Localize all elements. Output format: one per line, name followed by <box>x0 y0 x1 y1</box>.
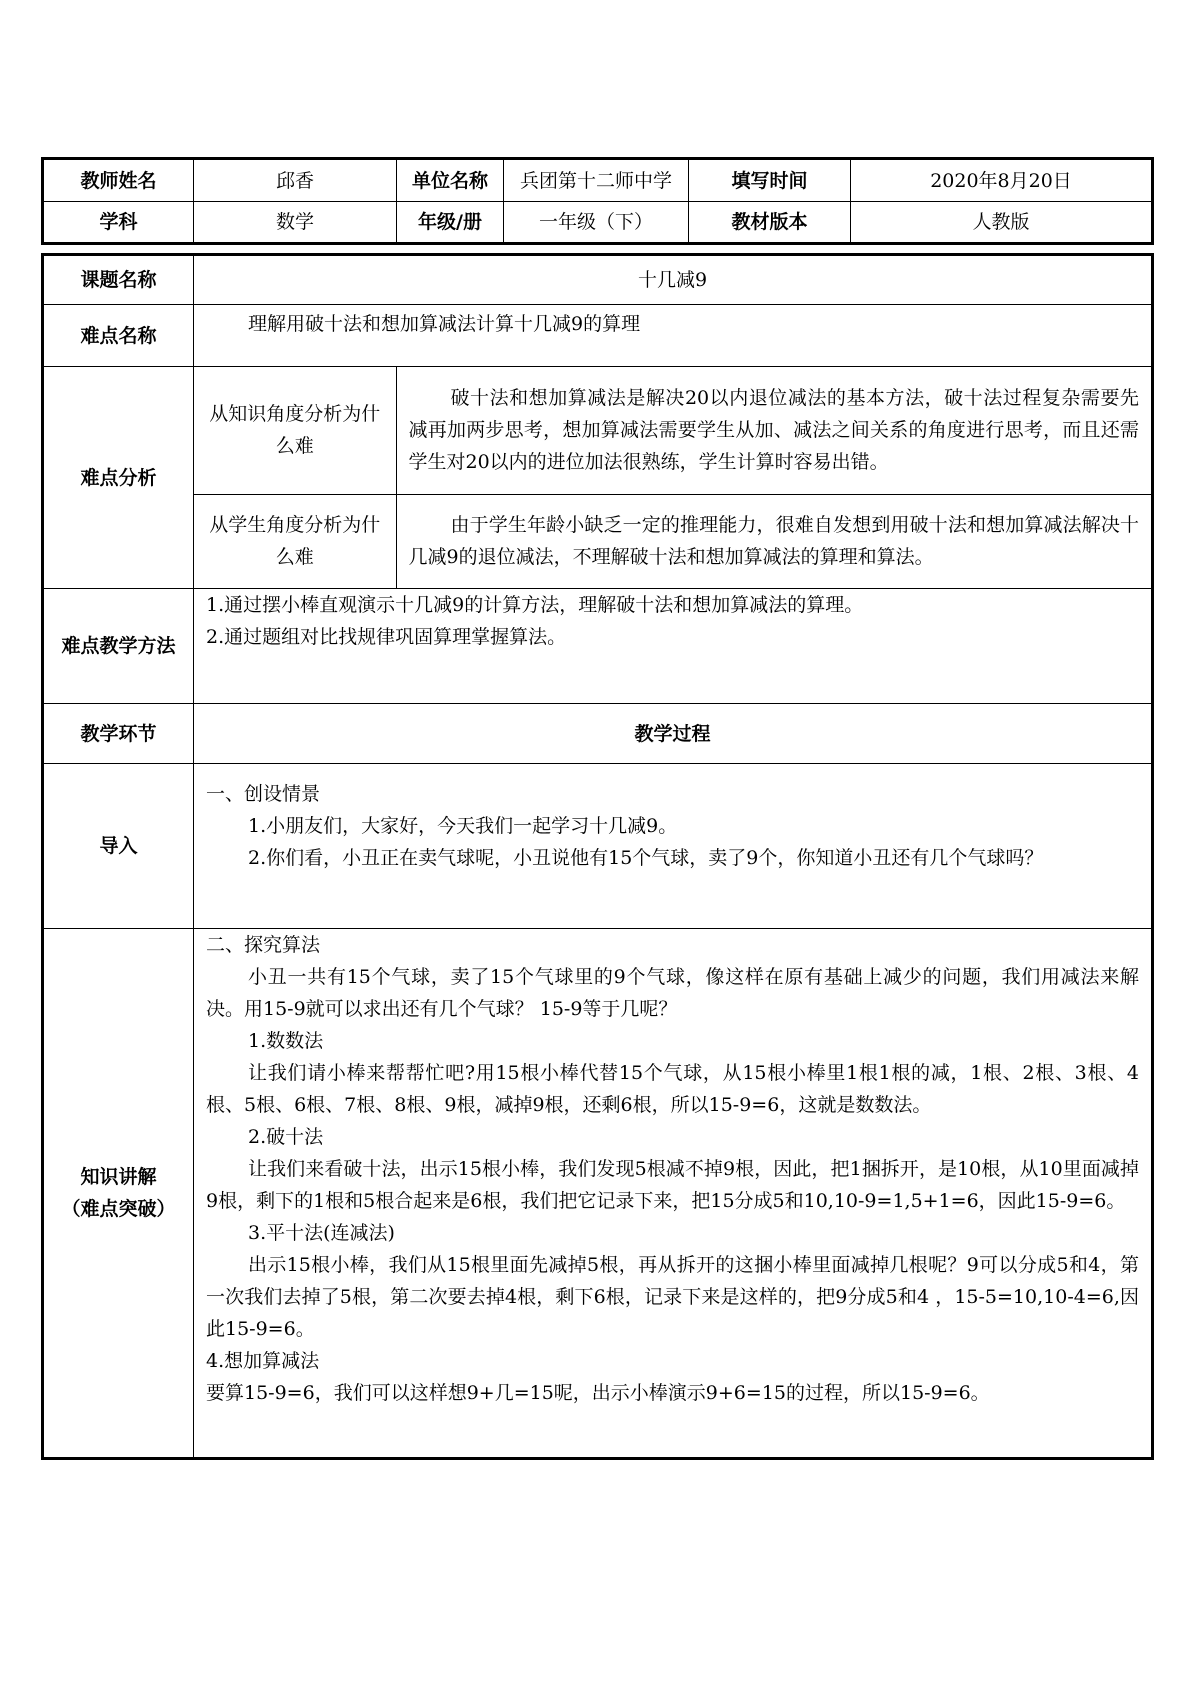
student-angle-label: 从学生角度分析为什么难 <box>194 494 396 588</box>
method-line-2: 2.通过题组对比找规律巩固算理掌握算法。 <box>206 626 567 648</box>
knowledge-angle-text: 破十法和想加算减法是解决20以内退位减法的基本方法，破十法过程复杂需要先减再加两步思考，想加算减法需要学生从加、减法之间关系的角度进行思考，而且还需学生对20以内的进位加法很熟练，学生计算时容易出错。 <box>408 387 1139 474</box>
lesson-plan-table <box>41 157 1154 1460</box>
grade-value: 一年级（下） <box>504 202 689 244</box>
subject-value: 数学 <box>194 202 397 244</box>
intro-label: 导入 <box>43 764 194 929</box>
student-angle-text: 由于学生年龄小缺乏一定的推理能力，很难自发想到用破十法和想加算减法解决十几减9的退位减法，不理解破十法和想加算减法的算理和算法。 <box>408 514 1139 569</box>
knowledge-paragraph-1: 小丑一共有15个气球，卖了15个气球里的9个气球，像这样在原有基础上减少的问题，我们用减法来解决。用15-9就可以求出还有几个气球？ 15-9等于几呢？ <box>206 966 1139 1020</box>
intro-title: 一、创设情景 <box>206 783 321 805</box>
lesson-plan-sheet <box>41 157 1151 1460</box>
teacher-name: 邱香 <box>194 159 397 202</box>
analysis-subtable <box>194 367 1151 588</box>
intro-paragraph-1: 1.小朋友们，大家好，今天我们一起学习十几减9。 <box>248 815 678 837</box>
knowledge-label <box>43 929 194 1459</box>
process-header: 教学过程 <box>194 704 1153 764</box>
analysis-label: 难点分析 <box>43 367 194 589</box>
unit-label: 单位名称 <box>397 159 504 202</box>
stage-header: 教学环节 <box>43 704 194 764</box>
knowledge-paragraph-2: 让我们请小棒来帮帮忙吧?用15根小棒代替15个气球，从15根小棒里1根1根的减，1根、2根、3根、4根、5根、6根、7根、8根、9根，减掉9根，还剩6根，所以15-9=6，这就是数数法。 <box>206 1062 1139 1116</box>
knowledge-label-line-2: （难点突破） <box>61 1198 176 1220</box>
grade-label: 年级/册 <box>397 202 504 244</box>
method-line-1: 1.通过摆小棒直观演示十几减9的计算方法，理解破十法和想加算减法的算理。 <box>206 594 864 616</box>
intro-paragraph-2: 2.你们看，小丑正在卖气球呢，小丑说他有15个气球，卖了9个，你知道小丑还有几个气球吗？ <box>248 847 1044 869</box>
date-label: 填写时间 <box>689 159 851 202</box>
knowledge-title: 二、探究算法 <box>206 934 321 956</box>
knowledge-paragraph-4: 出示15根小棒，我们从15根里面先减掉5根，再从拆开的这捆小棒里面减掉几根呢？9可以分成5和4，第一次我们去掉了5根，第二次要去掉4根，剩下6根，记录下来是这样的，把9分成5和4 ，15-5=10,10-4=6,因此15-9=6。 <box>206 1254 1139 1340</box>
unit-name: 兵团第十二师中学 <box>504 159 689 202</box>
difficulty-label: 难点名称 <box>43 305 194 367</box>
subject-label: 学科 <box>43 202 194 244</box>
method-label: 难点教学方法 <box>43 589 194 704</box>
knowledge-heading-2: 2.破十法 <box>248 1126 324 1148</box>
edition-label: 教材版本 <box>689 202 851 244</box>
topic-value: 十几减9 <box>194 255 1153 305</box>
topic-label: 课题名称 <box>43 255 194 305</box>
knowledge-heading-4: 4.想加算减法 <box>206 1350 320 1372</box>
knowledge-heading-1: 1.数数法 <box>248 1030 324 1052</box>
difficulty-value: 理解用破十法和想加算减法计算十几减9的算理 <box>248 313 641 335</box>
knowledge-heading-3: 3.平十法(连减法) <box>248 1222 395 1244</box>
teacher-label: 教师姓名 <box>43 159 194 202</box>
knowledge-paragraph-3: 让我们来看破十法，出示15根小棒，我们发现5根减不掉9根，因此，把1捆拆开，是10根，从10里面减掉9根，剩下的1根和5根合起来是6根，我们把它记录下来，把15分成5和10,10-9=1,5+1=6，因此15-9=6。 <box>206 1158 1139 1212</box>
knowledge-label-line-1: 知识讲解 <box>80 1166 157 1188</box>
edition-value: 人教版 <box>851 202 1153 244</box>
fill-date: 2020年8月20日 <box>851 159 1153 202</box>
knowledge-paragraph-5: 要算15-9=6，我们可以这样想9+几=15呢，出示小棒演示9+6=15的过程，所以15-9=6。 <box>206 1382 990 1404</box>
knowledge-angle-label: 从知识角度分析为什么难 <box>194 367 396 494</box>
